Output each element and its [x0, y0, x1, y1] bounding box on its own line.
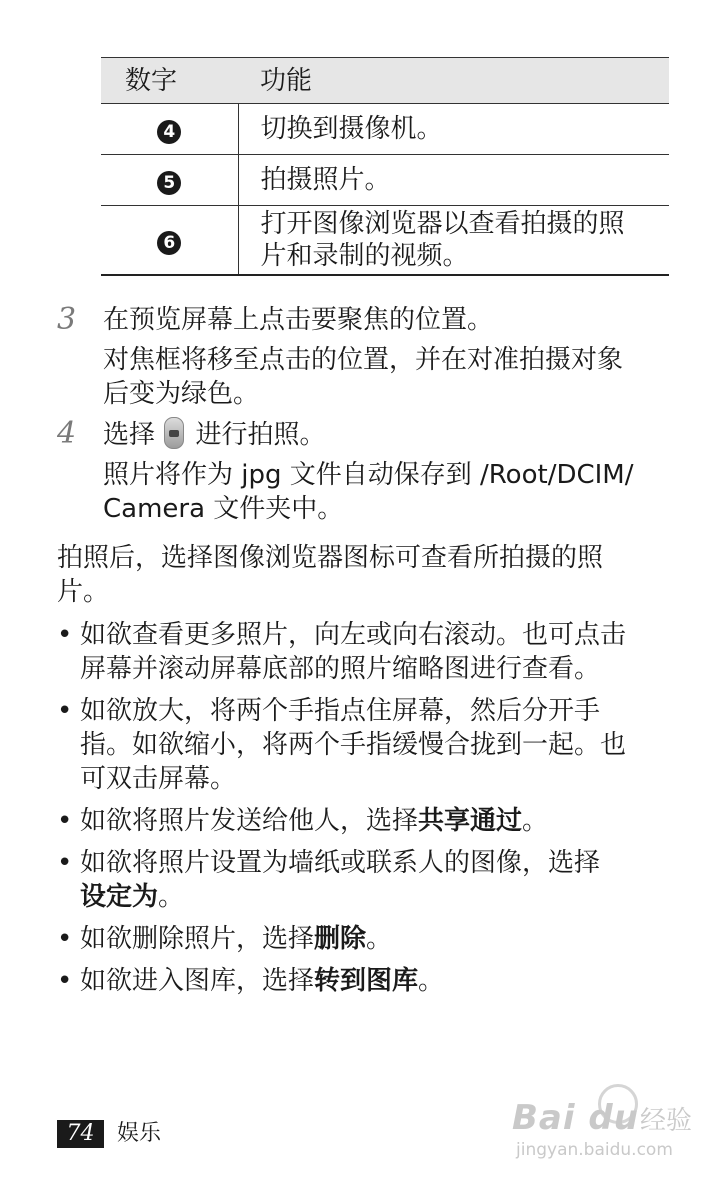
item-line: 如欲将照片设置为墙纸或联系人的图像，选择 [80, 848, 601, 878]
row-number-cell [101, 155, 238, 206]
item-line: 如欲放大，将两个手指点住屏幕，然后分开手 [80, 696, 601, 726]
step-number-3: 3 [57, 302, 77, 337]
camera-shutter-icon [164, 417, 184, 449]
table-row [101, 104, 669, 155]
row-number-cell [101, 206, 238, 275]
watermark-logo: Bai du [512, 1098, 639, 1138]
share-via-option: 共享通过 [418, 806, 523, 836]
table-row [101, 155, 669, 206]
header-number: 数字 [101, 58, 238, 104]
item-line: 指。如欲缩小，将两个手指缓慢合拢到一起。也 [80, 730, 627, 760]
paragraph-line: 片。 [57, 577, 110, 607]
circled-number-4: 4 [157, 120, 181, 144]
header-function: 功能 [238, 58, 669, 104]
list-item [57, 922, 672, 956]
item-text: 如欲进入图库，选择 [80, 966, 315, 996]
row-number-cell [101, 104, 238, 155]
item-tail: 。 [158, 882, 185, 912]
row-function-cell [238, 206, 669, 275]
page-number: 74 [57, 1120, 104, 1148]
item-text: 如欲删除照片，选择 [80, 924, 315, 954]
bullet-icon: • [57, 696, 73, 726]
main-before: 选择 [103, 420, 156, 450]
step-main-text [103, 417, 673, 452]
function-line: 片和录制的视频。 [260, 240, 469, 271]
body-paragraph [57, 541, 667, 609]
item-tail: 。 [522, 806, 549, 836]
sub-line: 照片将作为 jpg 文件自动保存到 /Root/DCIM/ [103, 460, 634, 490]
row-function-cell: 切换到摄像机。 [238, 104, 669, 155]
table-header-row [101, 58, 669, 104]
sub-line: 后变为绿色。 [103, 379, 260, 409]
step-main-text: 在预览屏幕上点击要聚焦的位置。 [103, 305, 494, 335]
paragraph-line: 拍照后，选择图像浏览器图标可查看所拍摄的照 [57, 543, 604, 573]
circled-number-5: 5 [157, 171, 181, 195]
step-3 [103, 303, 673, 411]
section-label: 娱乐 [117, 1121, 162, 1146]
function-line: 打开图像浏览器以查看拍摄的照 [260, 208, 625, 239]
list-item [57, 618, 672, 686]
bullet-icon: • [57, 848, 73, 878]
list-item [57, 846, 672, 914]
item-tail: 。 [418, 966, 445, 996]
set-as-option: 设定为 [80, 882, 159, 912]
item-line: 如欲查看更多照片，向左或向右滚动。也可点击 [80, 620, 627, 650]
bullet-icon: • [57, 966, 73, 996]
bullet-icon: • [57, 806, 73, 836]
watermark-url: jingyan.baidu.com [516, 1140, 673, 1160]
watermark-cn: 经验 [640, 1106, 693, 1136]
baidu-watermark [512, 1084, 702, 1164]
bullet-icon: • [57, 924, 73, 954]
table-row [101, 206, 669, 275]
main-after: 进行拍照。 [195, 420, 326, 450]
sub-line: Camera 文件夹中。 [103, 494, 344, 524]
delete-option: 删除 [314, 924, 367, 954]
step-sub-text [103, 458, 673, 526]
step-sub-text [103, 343, 673, 411]
item-line: 可双击屏幕。 [80, 764, 237, 794]
tips-list [57, 618, 672, 1006]
row-function-cell: 拍摄照片。 [238, 155, 669, 206]
circled-number-6: 6 [157, 231, 181, 255]
step-4 [103, 417, 673, 526]
list-item [57, 964, 672, 998]
step-number-4: 4 [57, 416, 77, 451]
list-item [57, 804, 672, 838]
item-text: 如欲将照片发送给他人，选择 [80, 806, 419, 836]
go-to-gallery-option: 转到图库 [314, 966, 419, 996]
item-line: 屏幕并滚动屏幕底部的照片缩略图进行查看。 [80, 654, 601, 684]
function-table [101, 57, 669, 276]
sub-line: 对焦框将移至点击的位置，并在对准拍摄对象 [103, 345, 624, 375]
list-item [57, 694, 672, 796]
item-tail: 。 [366, 924, 393, 954]
bullet-icon: • [57, 620, 73, 650]
